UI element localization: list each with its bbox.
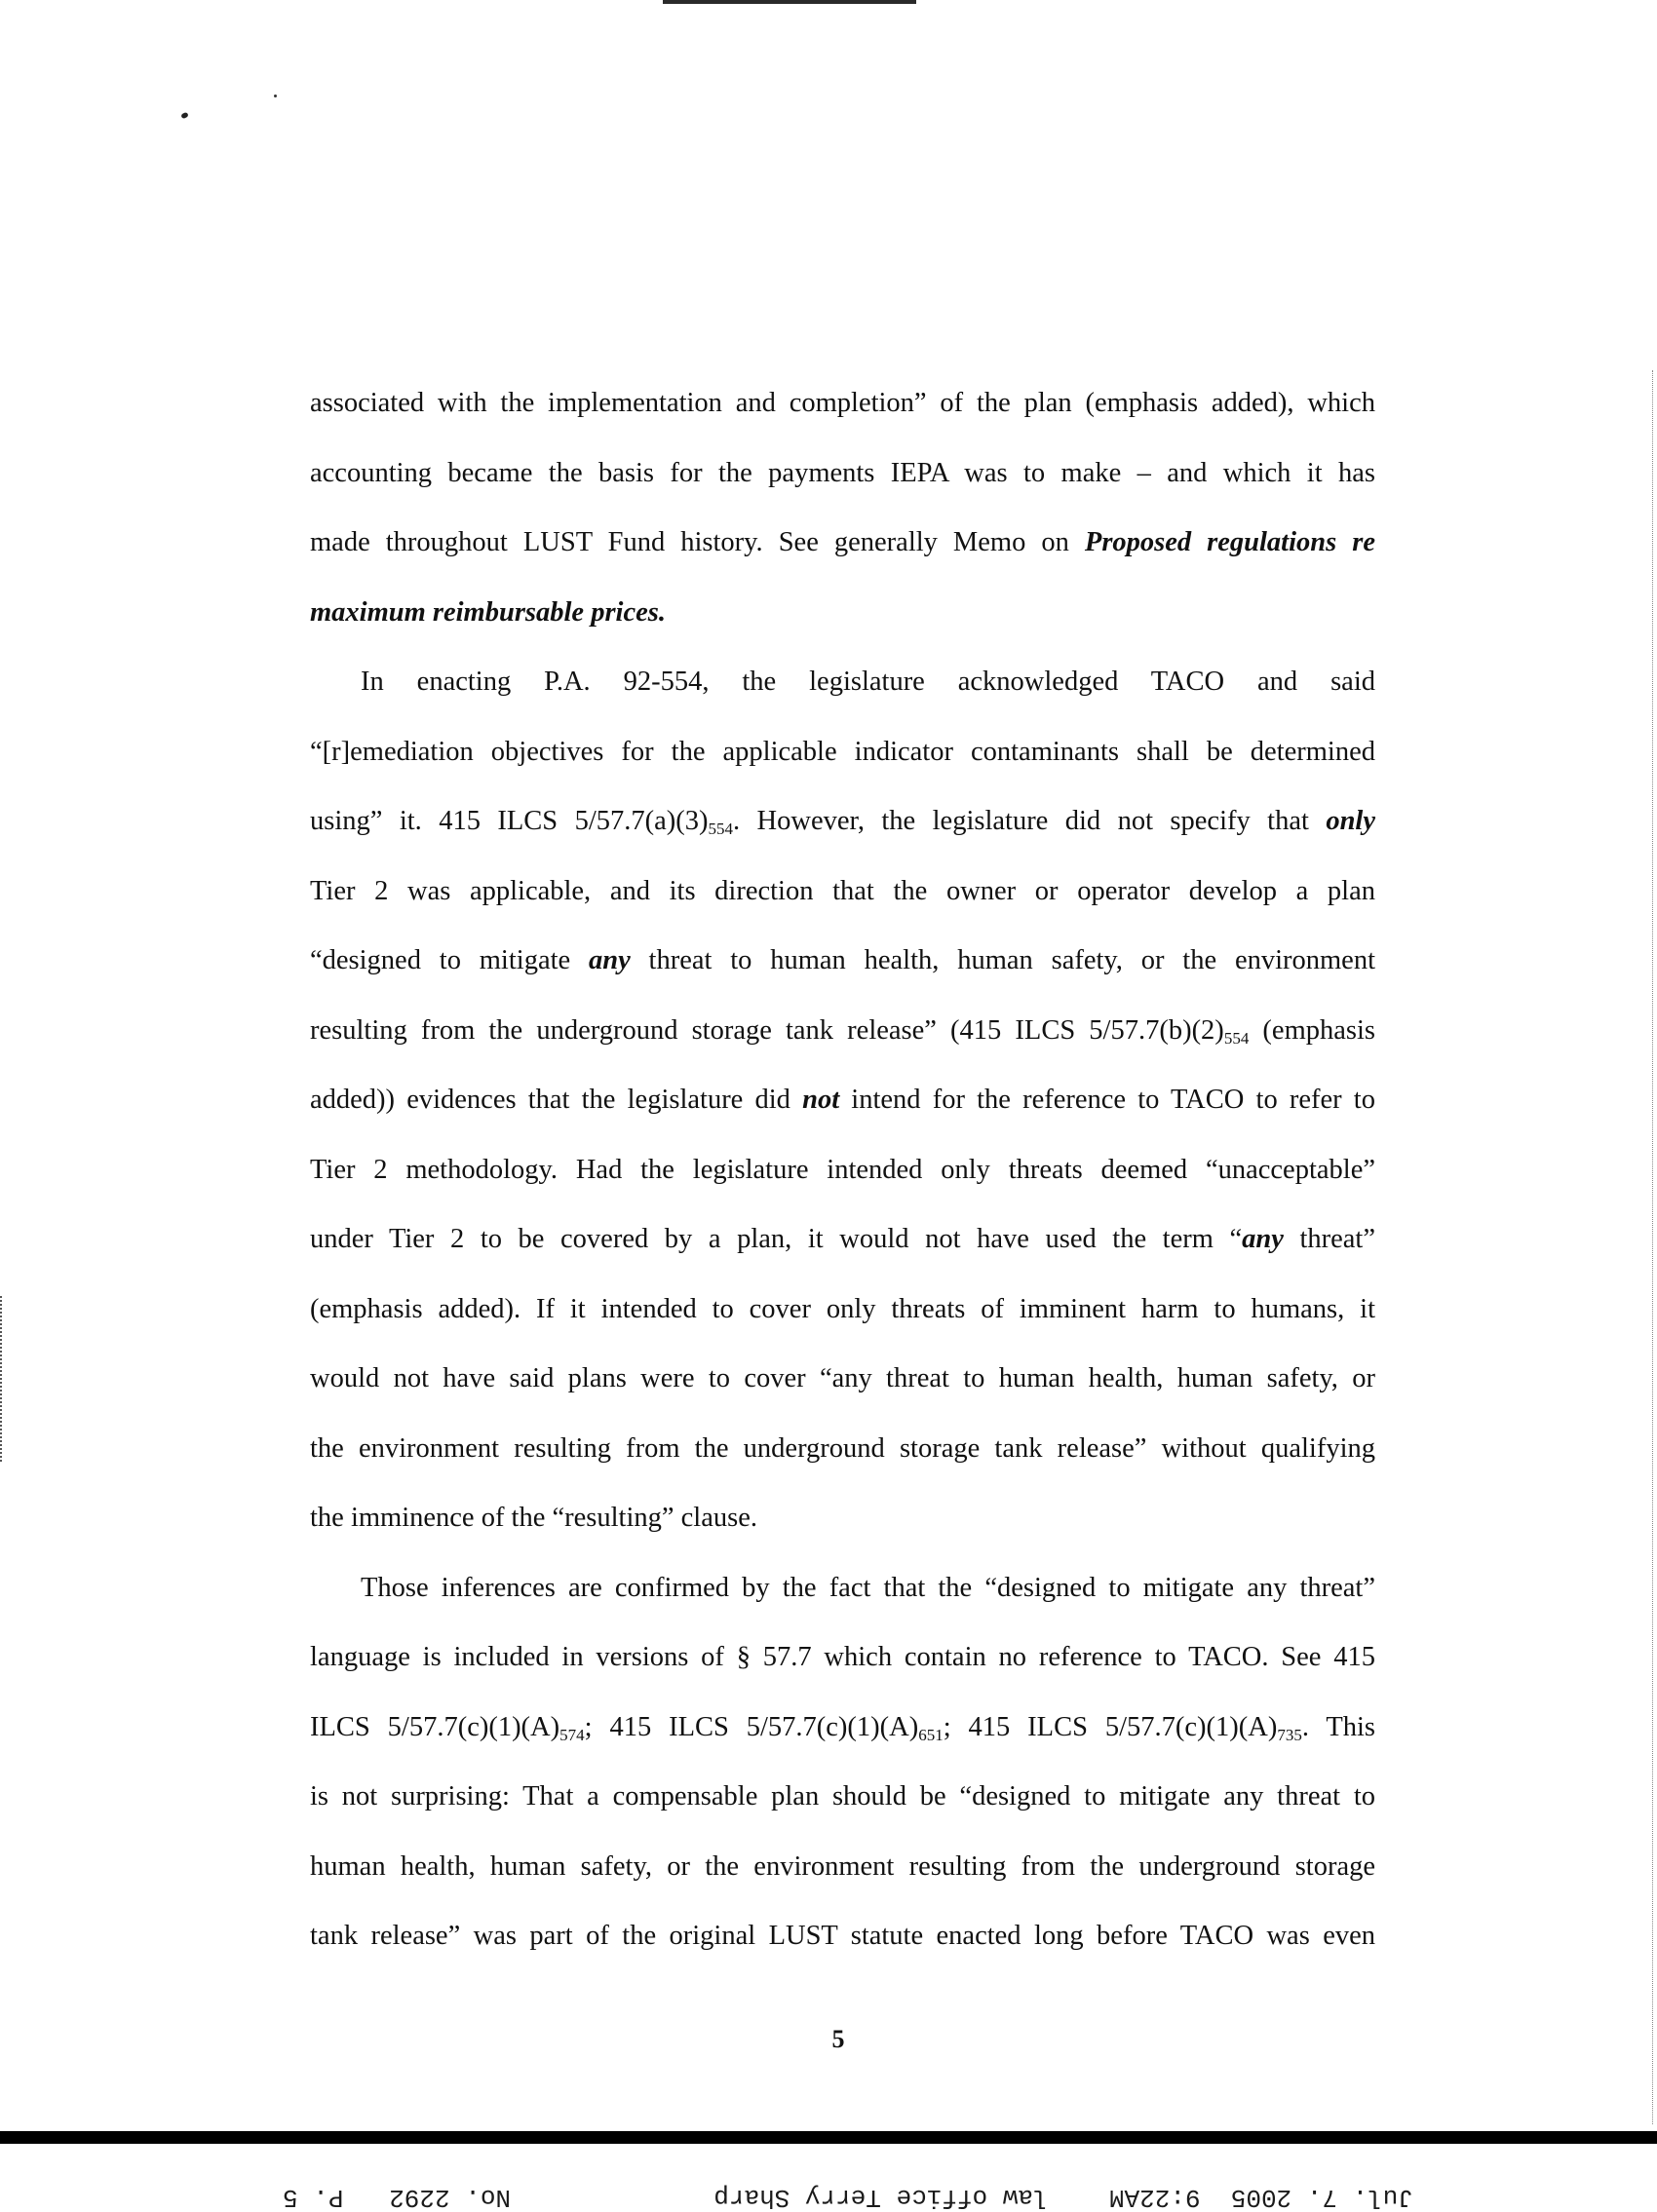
text-run: (emphasis bbox=[1249, 1014, 1375, 1046]
paragraph-start-line: In enacting P.A. 92-554, the legislature acknowledged TACO and said bbox=[361, 667, 1375, 697]
text-line: the environment resulting from the underground storage tank release” without qualifying bbox=[310, 1432, 1375, 1464]
page-number: 5 bbox=[831, 2025, 845, 2053]
scan-edge-noise bbox=[1652, 370, 1655, 2124]
text-line bbox=[310, 926, 1375, 996]
text-run: ; 415 ILCS 5/57.7(c)(1)(A) bbox=[943, 1711, 1278, 1742]
text-run: ILCS 5/57.7(c)(1)(A) bbox=[310, 1711, 560, 1742]
text-run: . This bbox=[1301, 1711, 1375, 1742]
text-run: threat” bbox=[1283, 1224, 1375, 1254]
text-run: resulting from the underground storage tank release” (415 ILCS 5/57.7(b)(2) bbox=[310, 1014, 1224, 1046]
case-title-italic: maximum reimbursable prices. bbox=[310, 596, 666, 628]
text-line bbox=[310, 996, 1375, 1066]
scan-speck bbox=[180, 112, 188, 119]
emphasis: any bbox=[588, 945, 631, 975]
text-line: language is included in versions of § 57.7 which contain no reference to TACO. See 415 bbox=[310, 1642, 1375, 1672]
text-line: Tier 2 methodology. Had the legislature intended only threats deemed “unacceptable” bbox=[310, 1154, 1375, 1185]
subscript: 574 bbox=[559, 1725, 585, 1744]
text-line bbox=[310, 578, 1375, 648]
text-line: associated with the implementation and completion” of the plan (emphasis added), which bbox=[310, 388, 1375, 418]
text-run: threat to human health, human safety, or the environment bbox=[630, 945, 1375, 975]
fax-header-date-sender: Jul. 7. 2005 9:22AM law office Terry Sharp bbox=[713, 2183, 1413, 2212]
text-line bbox=[310, 508, 1375, 578]
bottom-edge-bar bbox=[0, 2131, 1657, 2144]
text-run: ; 415 ILCS 5/57.7(c)(1)(A) bbox=[584, 1711, 919, 1742]
text-run: “designed to mitigate bbox=[310, 945, 589, 975]
text-line bbox=[310, 1693, 1375, 1763]
text-line bbox=[310, 786, 1375, 857]
top-edge-mark bbox=[663, 0, 916, 4]
text-run: using” it. 415 ILCS 5/57.7(a)(3) bbox=[310, 806, 709, 836]
text-line: the imminence of the “resulting” clause. bbox=[310, 1503, 757, 1533]
text-run: intend for the reference to TACO to refer to bbox=[839, 1085, 1375, 1115]
text-line: tank release” was part of the original LUST statute enacted long before TACO was even bbox=[310, 1921, 1375, 1951]
scan-speck bbox=[274, 95, 277, 97]
text-line: would not have said plans were to cover “any threat to human health, human safety, or bbox=[310, 1363, 1375, 1393]
text-line bbox=[310, 1204, 1375, 1275]
document-body bbox=[310, 368, 1375, 1971]
text-run: made throughout LUST Fund history. See generally Memo on bbox=[310, 527, 1085, 557]
text-line: Tier 2 was applicable, and its direction that the owner or operator develop a plan bbox=[310, 875, 1375, 906]
case-title-italic: Proposed regulations re bbox=[1084, 527, 1375, 557]
text-line: accounting became the basis for the payments IEPA was to make – and which it has bbox=[310, 457, 1375, 488]
text-run: . However, the legislature did not specify that bbox=[732, 806, 1327, 836]
text-line: (emphasis added). If it intended to cover only threats of imminent harm to humans, it bbox=[310, 1293, 1375, 1324]
emphasis: not bbox=[802, 1085, 840, 1115]
text-line: human health, human safety, or the environment resulting from the underground storage bbox=[310, 1850, 1375, 1882]
text-line: is not surprising: That a compensable plan should be “designed to mitigate any threat to bbox=[310, 1781, 1375, 1812]
paragraph-start-line: Those inferences are confirmed by the fact that the “designed to mitigate any threat” bbox=[361, 1572, 1375, 1603]
subscript: 554 bbox=[1223, 1028, 1250, 1048]
subscript: 735 bbox=[1277, 1725, 1302, 1744]
text-line bbox=[310, 1065, 1375, 1135]
text-run: added)) evidences that the legislature did bbox=[310, 1085, 803, 1115]
subscript: 651 bbox=[918, 1725, 944, 1744]
emphasis: any bbox=[1242, 1224, 1284, 1254]
text-run: under Tier 2 to be covered by a plan, it would not have used the term “ bbox=[310, 1224, 1243, 1254]
subscript: 554 bbox=[708, 820, 733, 838]
scan-edge-noise bbox=[0, 1296, 4, 1462]
emphasis: only bbox=[1326, 806, 1375, 836]
fax-header-page-count: No. 2292 P. 5 bbox=[283, 2183, 512, 2212]
text-line: “[r]emediation objectives for the applicable indicator contaminants shall be determined bbox=[310, 736, 1375, 767]
